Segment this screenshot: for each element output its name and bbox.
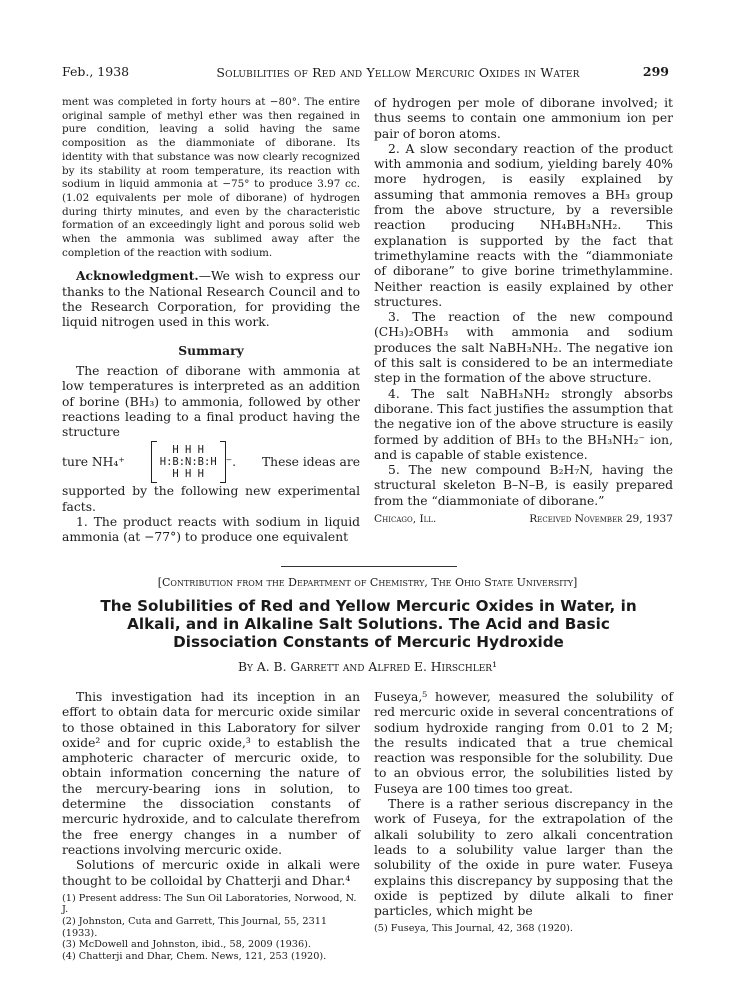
article-signature: [374, 512, 673, 527]
footnote-5: (5) Fuseya, This Journal, 42, 368 (1920).: [374, 923, 573, 935]
section-divider: [281, 566, 457, 567]
running-head: [62, 64, 669, 82]
signature-place: Chicago, Ill.: [374, 513, 437, 526]
right-paragraph-5: 5. The new compound B₂H₇N, having the structural skeleton B–N–B, is easily prepared from the “diammoniate of diborane.”: [374, 463, 673, 508]
formula-row-middle: H:B:N:B:H: [159, 456, 217, 469]
footnotes-right: [374, 923, 673, 935]
running-head-date: Feb., 1938: [62, 64, 130, 79]
footnote-2: (2) Johnston, Cuta and Garrett, This Journal, 55, 2311 (1933).: [62, 916, 328, 939]
summary-paragraph-2: 1. The product reacts with sodium in liquid ammonia (at −77°) to produce one equivalent: [62, 515, 360, 545]
summary-paragraph-1-end: supported by the following new experimental facts.: [62, 484, 360, 514]
formula-prefix: ture NH₄⁺: [62, 454, 125, 469]
right-paragraph-2: 2. A slow secondary reaction of the product with ammonia and sodium, yielding barely 40% more hydrogen, is easily explained by assuming that ammonia removes a BH₃ group from the above structure, by a reversible reaction producing NH₄BH₃NH₂. This explanation is supported by the fact that trimethylamine reacts with the “diammoniate of diborane” to give borine trimethylammine. Neither reaction is easily explained by other structures.: [374, 141, 673, 309]
summary-heading: Summary: [178, 342, 244, 358]
formula-charge: ⁻.: [225, 454, 237, 469]
formula-row-top: H H H: [172, 444, 204, 457]
byline: By A. B. Garrett and Alfred E. Hirschler¹: [237, 660, 498, 674]
contribution-line: [Contribution from the Department of Chemistry, The Ohio State University]: [157, 576, 578, 589]
body-paragraph-2: There is a rather serious discrepancy in the work of Fuseya, for the extrapolation of the alkali solubility to zero alkali concentration leads to a solubility value larger than the solubility of the oxide in pure water. Fuseya explains this discrepancy by supposing that the oxide is peptized by dilute alkali to finer particles, which might be: [374, 797, 673, 919]
right-paragraph-1: of hydrogen per mole of diborane involved; it thus seems to contain one ammonium ion per pair of boron atoms.: [374, 96, 673, 141]
formula-suffix: These ideas are: [261, 454, 360, 469]
acknowledgment-text: —We wish to express our thanks to the National Research Council and to the Research Corporation, for providing the liquid nitrogen used in this work.: [62, 269, 360, 330]
right-paragraph-4: 4. The salt NaBH₃NH₂ strongly absorbs diborane. This fact justifies the assumption that the negative ion of the above structure is easily formed by addition of BH₃ to the BH₃NH₂⁻ ion, and is capable of stable existence.: [374, 386, 673, 462]
bottom-left-column: [62, 690, 360, 962]
signature-received: Received November 29, 1937: [529, 513, 673, 526]
footnotes-left: [62, 893, 360, 963]
right-paragraph-3: 3. The reaction of the new compound (CH₃)₂OBH₃ with ammonia and sodium produces the salt NaBH₃NH₂. The negative ion of this salt is considered to be an intermediate step in the formation of the above structure.: [374, 310, 673, 386]
structure-formula: [62, 440, 360, 484]
formula-grid: [157, 444, 220, 480]
body-paragraph-1: Fuseya,⁵ however, measured the solubility of red mercuric oxide in several concentrations of sodium hydroxide ranging from 0.01 to 2 M; the results indicated that a true chemical reaction was responsible for the solubility. Due to an obvious error, the solubilities listed by Fuseya are 100 times too great.: [374, 690, 673, 796]
article-title: The Solubilities of Red and Yellow Mercuric Oxides in Water, in Alkali, and in Alkaline Salt Solutions. The Acid and Basic Dissociation Constants of Mercuric Hydroxide: [100, 597, 637, 652]
intro-paragraph-1: This investigation had its inception in an effort to obtain data for mercuric oxide similar to those obtained in this Laboratory for silver oxide² and for cupric oxide,³ to establish the amphoteric character of mercuric oxide, to obtain information concerning the nature of the mercury-bearing ions in solution, to determine the dissociation constants of mercuric hydroxide, and to calculate therefrom the free energy changes in a number of reactions involving mercuric oxide.: [62, 690, 360, 857]
top-left-column: [62, 96, 360, 546]
page-number: 299: [642, 64, 669, 79]
footnote-1: (1) Present address: The Sun Oil Laboratories, Norwood, N. J.: [62, 892, 357, 916]
formula-body: [151, 441, 236, 483]
acknowledgment-heading: Acknowledgment.: [76, 268, 199, 284]
formula-row-bottom: H H H: [172, 468, 204, 481]
bottom-right-column: [374, 690, 673, 935]
summary-paragraph-1: The reaction of diborane with ammonia at low temperatures is interpreted as an addition of borine (BH₃) to ammonia, followed by other reactions leading to a final product having the structure: [62, 363, 360, 440]
running-head-title: Solubilities of Red and Yellow Mercuric Oxides in Water: [216, 65, 580, 80]
acknowledgment-paragraph: [62, 268, 360, 330]
top-right-column: [374, 96, 673, 527]
footnote-4: (4) Chatterji and Dhar, Chem. News, 121, 253 (1920).: [62, 950, 327, 962]
footnote-3: (3) McDowell and Johnston, ibid., 58, 2009 (1936).: [62, 939, 311, 951]
continued-paragraph: ment was completed in forty hours at −80°. The entire original sample of methyl ether was then regained in pure condition, leaving a solid having the same composition as the diammoniate of diborane. Its identity with that substance was now clearly recognized by its stability at room temperature, its reaction with sodium in liquid ammonia at −75° to produce 3.97 cc. (1.02 equivalents per mole of diborane) of hydrogen during thirty minutes, and even by the characteristic formation of an exceedingly light and porous solid web when the ammonia was sublimed away after the completion of the reaction with sodium.: [62, 96, 360, 259]
intro-paragraph-2: Solutions of mercuric oxide in alkali were thought to be colloidal by Chatterji and Dhar.⁴: [62, 858, 360, 888]
